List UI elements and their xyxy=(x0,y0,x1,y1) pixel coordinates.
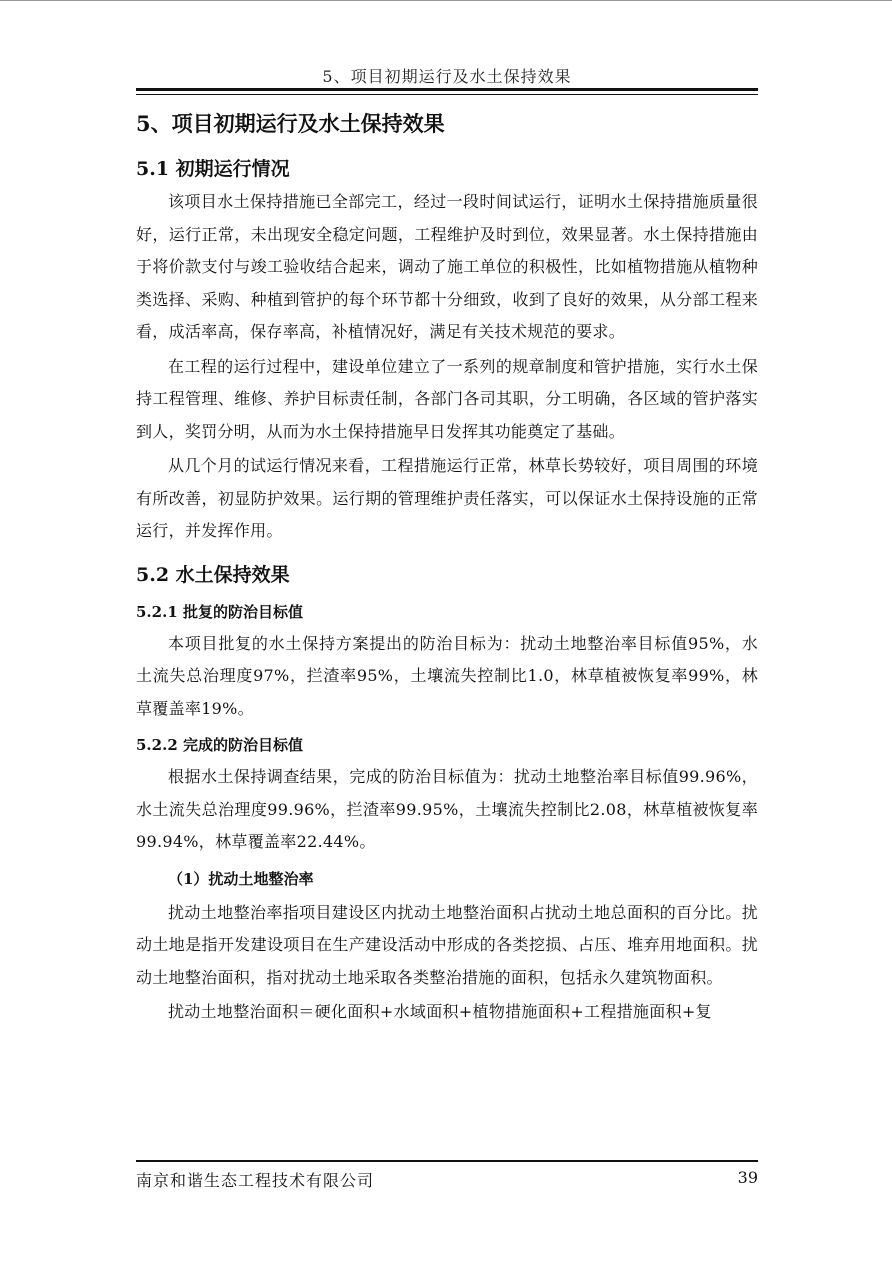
page-body xyxy=(136,106,758,1029)
page-top-edge xyxy=(0,0,892,1)
header-rule-thin xyxy=(136,94,758,95)
paragraph: 在工程的运行过程中，建设单位建立了一系列的规章制度和管护措施，实行水土保持工程管理、维修、养护目标责任制，各部门各司其职，分工明确，各区域的管护落实到人，奖罚分明，从而为水土保持措施早日发挥其功能奠定了基础。 xyxy=(136,356,758,441)
paragraph: 扰动土地整治面积＝硬化面积+水域面积+植物措施面积+工程措施面积+复 xyxy=(168,1002,712,1021)
running-header: 5、项目初期运行及水土保持效果 xyxy=(322,67,572,86)
chapter-title: 5、项目初期运行及水土保持效果 xyxy=(136,111,445,136)
subsection-title-5-2-1: 5.2.1 批复的防治目标值 xyxy=(136,602,303,621)
footer-company: 南京和谐生态工程技术有限公司 xyxy=(136,1171,375,1190)
paragraph: 从几个月的试运行情况来看，工程措施运行正常，林草长势较好，项目周围的环境有所改善，初显防护效果。运行期的管理维护责任落实，可以保证水土保持设施的正常运行，并发挥作用。 xyxy=(136,456,758,540)
paragraph: 该项目水土保持措施已全部完工，经过一段时间试运行，证明水土保持措施质量很好，运行正常，未出现安全稳定问题，工程维护及时到位，效果显著。水土保持措施由于将价款支付与竣工验收结合起来，调动了施工单位的积极性，比如植物措施从植物种类选择、采购、种植到管护的每个环节都十分细致，收到了良好的效果，从分部工程来看，成活率高，保存率高，补植情况好，满足有关技术规范的要求。 xyxy=(136,192,758,341)
subsection-title-5-2-2: 5.2.2 完成的防治目标值 xyxy=(136,736,303,754)
section-title-5-2: 5.2 水土保持效果 xyxy=(136,563,290,586)
footer-rule xyxy=(136,1160,758,1162)
paragraph: 本项目批复的水土保持方案提出的防治目标为：扰动土地整治率目标值95%，水土流失总治理度97%，拦渣率95%，土壤流失控制比1.0，林草植被恢复率99%，林草覆盖率19%。 xyxy=(136,633,758,718)
page-number: 39 xyxy=(737,1168,758,1187)
item-title-1: （1）扰动土地整治率 xyxy=(168,869,314,888)
paragraph: 扰动土地整治率指项目建设区内扰动土地整治面积占扰动土地总面积的百分比。扰动土地是指开发建设项目在生产建设活动中形成的各类挖损、占压、堆弃用地面积。扰动土地整治面积，指对扰动土地采取各类整治措施的面积，包括永久建筑物面积。 xyxy=(136,902,758,987)
header-rule-thick xyxy=(136,88,758,91)
section-title-5-1: 5.1 初期运行情况 xyxy=(136,158,290,180)
paragraph: 根据水土保持调查结果，完成的防治目标值为：扰动土地整治率目标值99.96%，水土流失总治理度99.96%，拦渣率99.95%，土壤流失控制比2.08，林草植被恢复率99.94%，林草覆盖率22.44%。 xyxy=(136,767,758,851)
